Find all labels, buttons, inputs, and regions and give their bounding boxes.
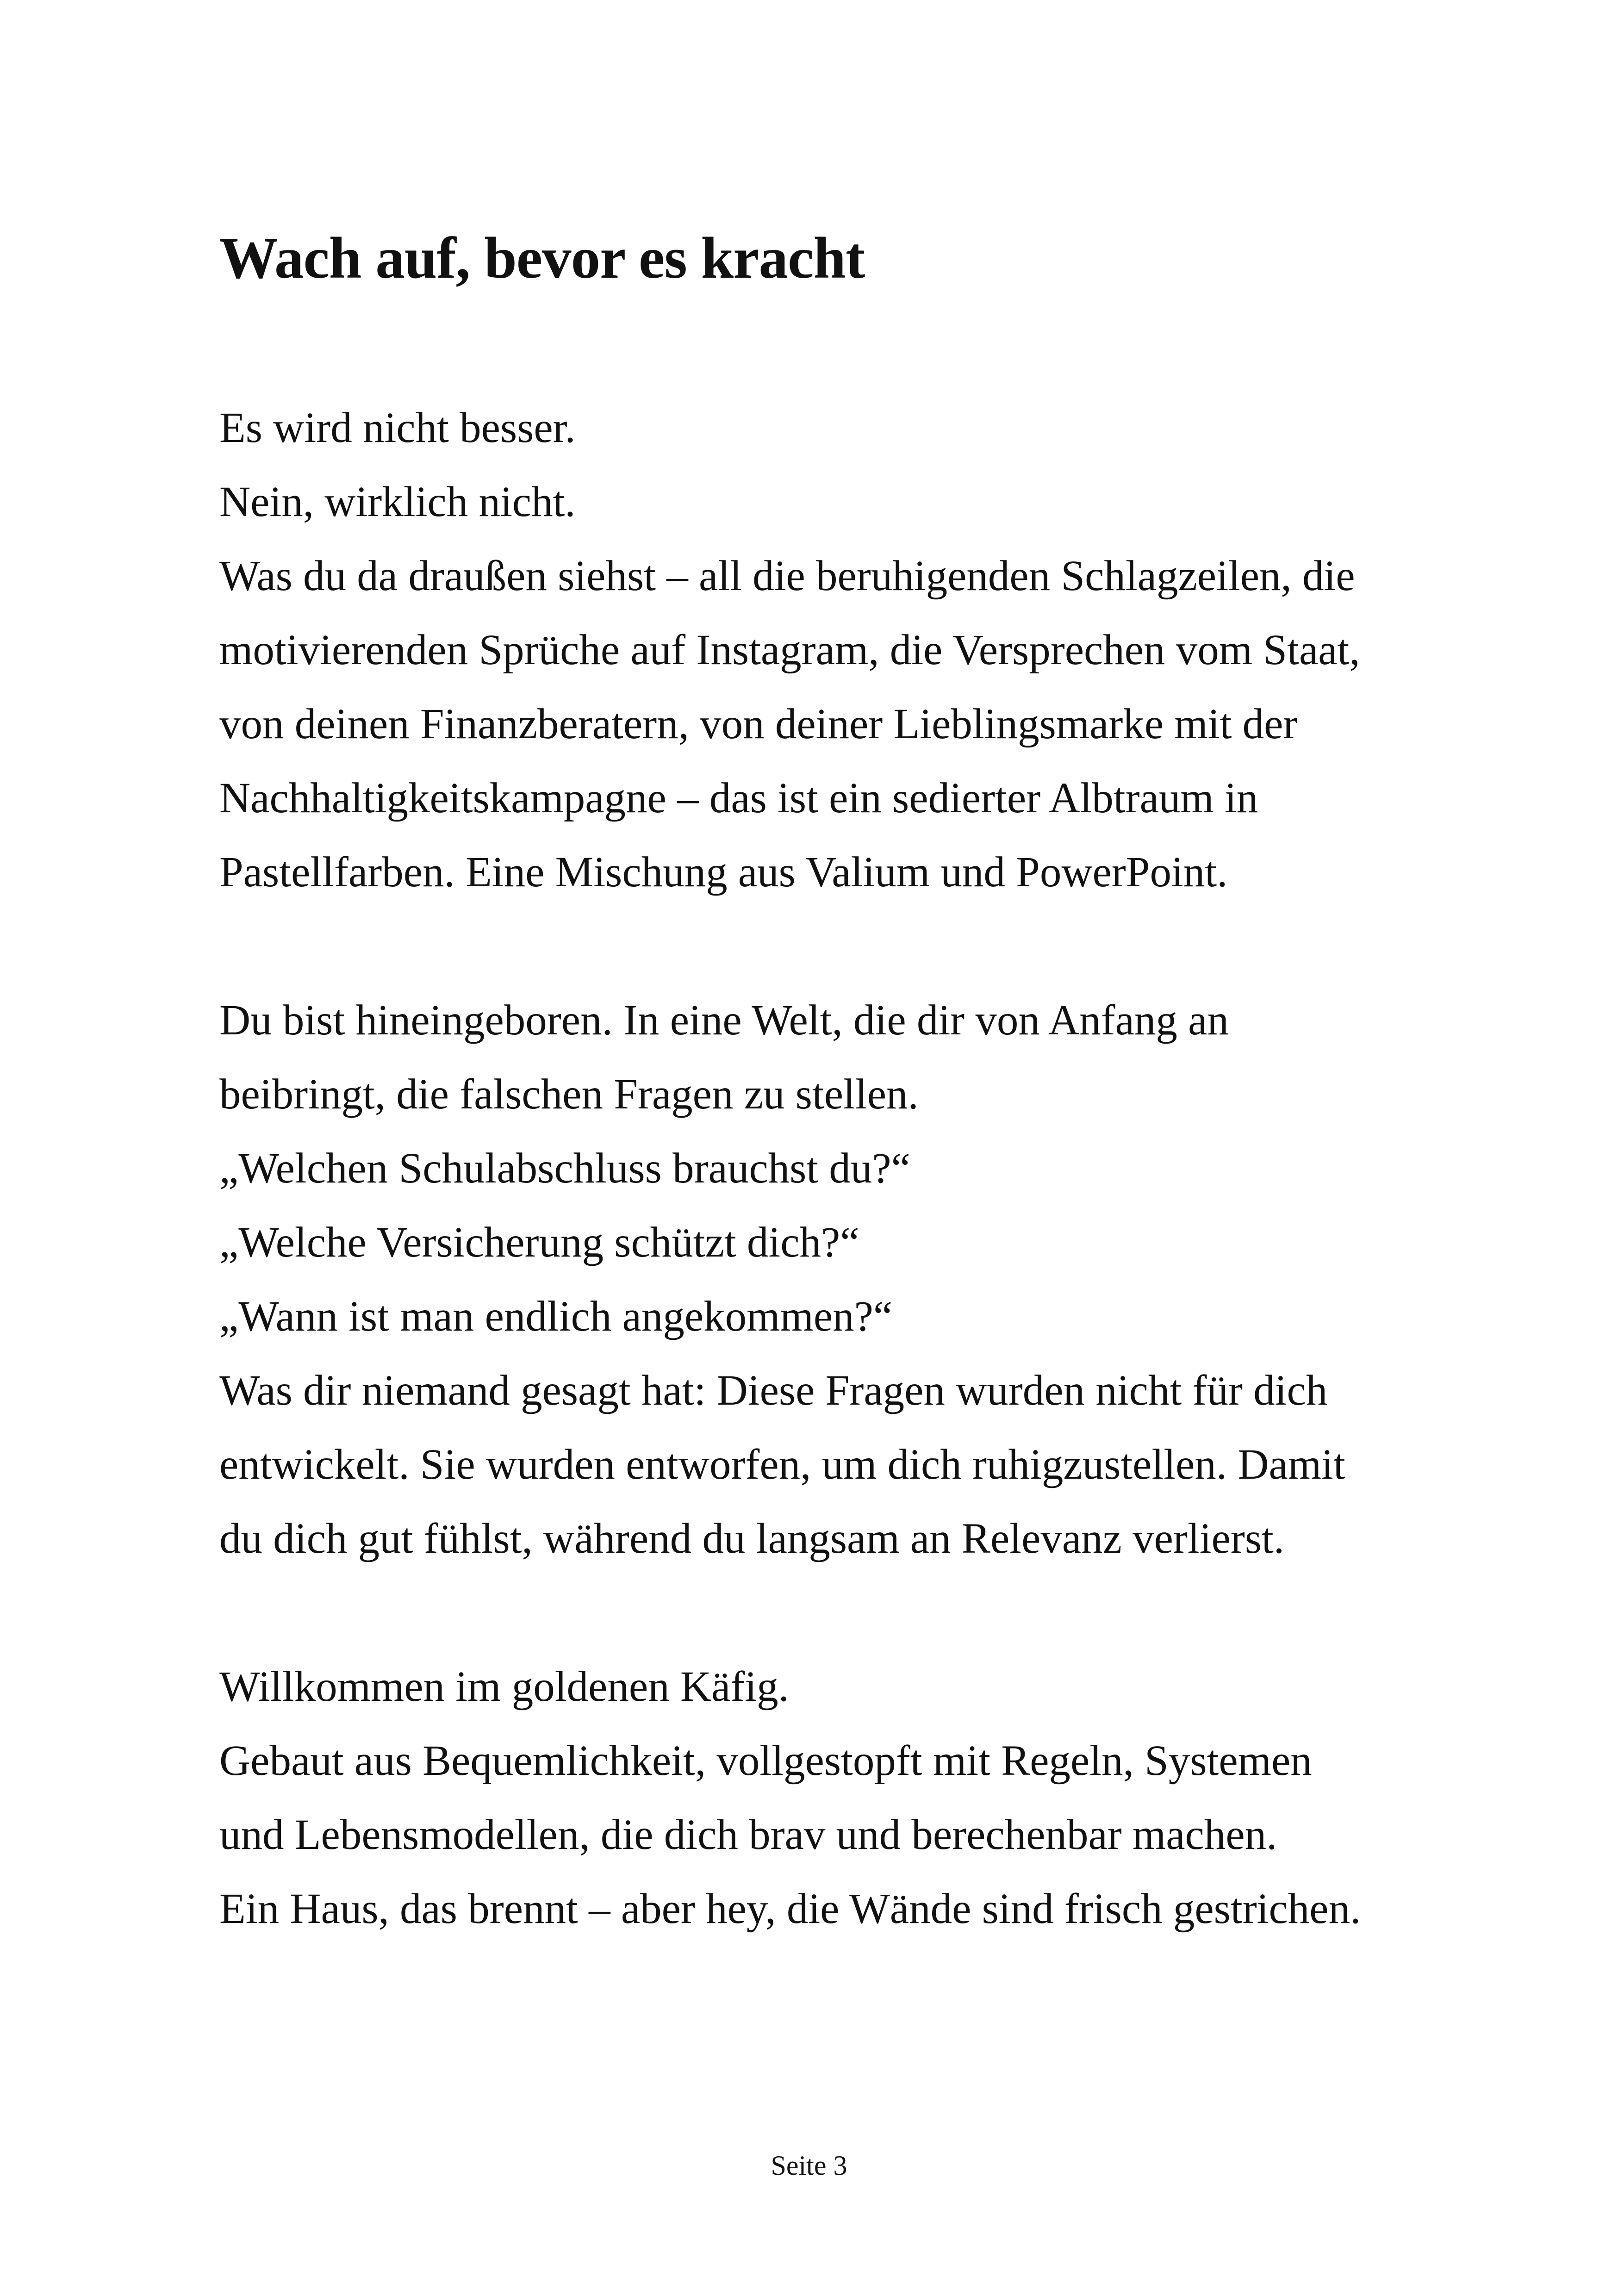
paragraph — [219, 391, 1423, 909]
text-line: beibringt, die falschen Fragen zu stellen. — [219, 1070, 919, 1118]
text-line: entwickelt. Sie wurden entworfen, um dich ruhigzustellen. Damit — [219, 1441, 1345, 1488]
text-line: Es wird nicht besser. — [219, 404, 576, 452]
text-line: Nachhaltigkeitskampagne – das ist ein sedierter Albtraum in — [219, 774, 1258, 822]
text-line: du dich gut fühlst, während du langsam an Relevanz verlierst. — [219, 1515, 1285, 1562]
text-line: motivierenden Sprüche auf Instagram, die Versprechen vom Staat, — [219, 626, 1360, 674]
text-line: Nein, wirklich nicht. — [219, 478, 576, 526]
text-line: Willkommen im goldenen Käfig. — [219, 1663, 789, 1711]
page-title: Wach auf, bevor es kracht — [219, 226, 865, 291]
paragraph-gap — [219, 909, 1423, 983]
text-line: Was dir niemand gesagt hat: Diese Fragen wurden nicht für dich — [219, 1367, 1328, 1414]
quote-line: „Welchen Schulabschluss brauchst du?“ — [219, 1145, 910, 1192]
text-line: und Lebensmodellen, die dich brav und berechenbar machen. — [219, 1811, 1277, 1859]
quote-line: „Wann ist man endlich angekommen?“ — [219, 1293, 893, 1340]
paragraph — [219, 1650, 1423, 1946]
text-line: Gebaut aus Bequemlichkeit, vollgestopft mit Regeln, Systemen — [219, 1737, 1312, 1785]
text-line: Du bist hineingeboren. In eine Welt, die dir von Anfang an — [219, 996, 1229, 1044]
text-line: von deinen Finanzberatern, von deiner Lieblingsmarke mit der — [219, 700, 1298, 748]
paragraph — [219, 983, 1423, 1576]
quote-line: „Welche Versicherung schützt dich?“ — [219, 1219, 859, 1266]
text-line: Was du da draußen siehst – all die beruhigenden Schlagzeilen, die — [219, 552, 1355, 600]
body-text — [219, 391, 1423, 1946]
paragraph-gap — [219, 1576, 1423, 1650]
page-number: Seite 3 — [771, 2150, 847, 2181]
text-line: Pastellfarben. Eine Mischung aus Valium und PowerPoint. — [219, 848, 1228, 896]
text-line: Ein Haus, das brennt – aber hey, die Wände sind frisch gestrichen. — [219, 1885, 1361, 1933]
